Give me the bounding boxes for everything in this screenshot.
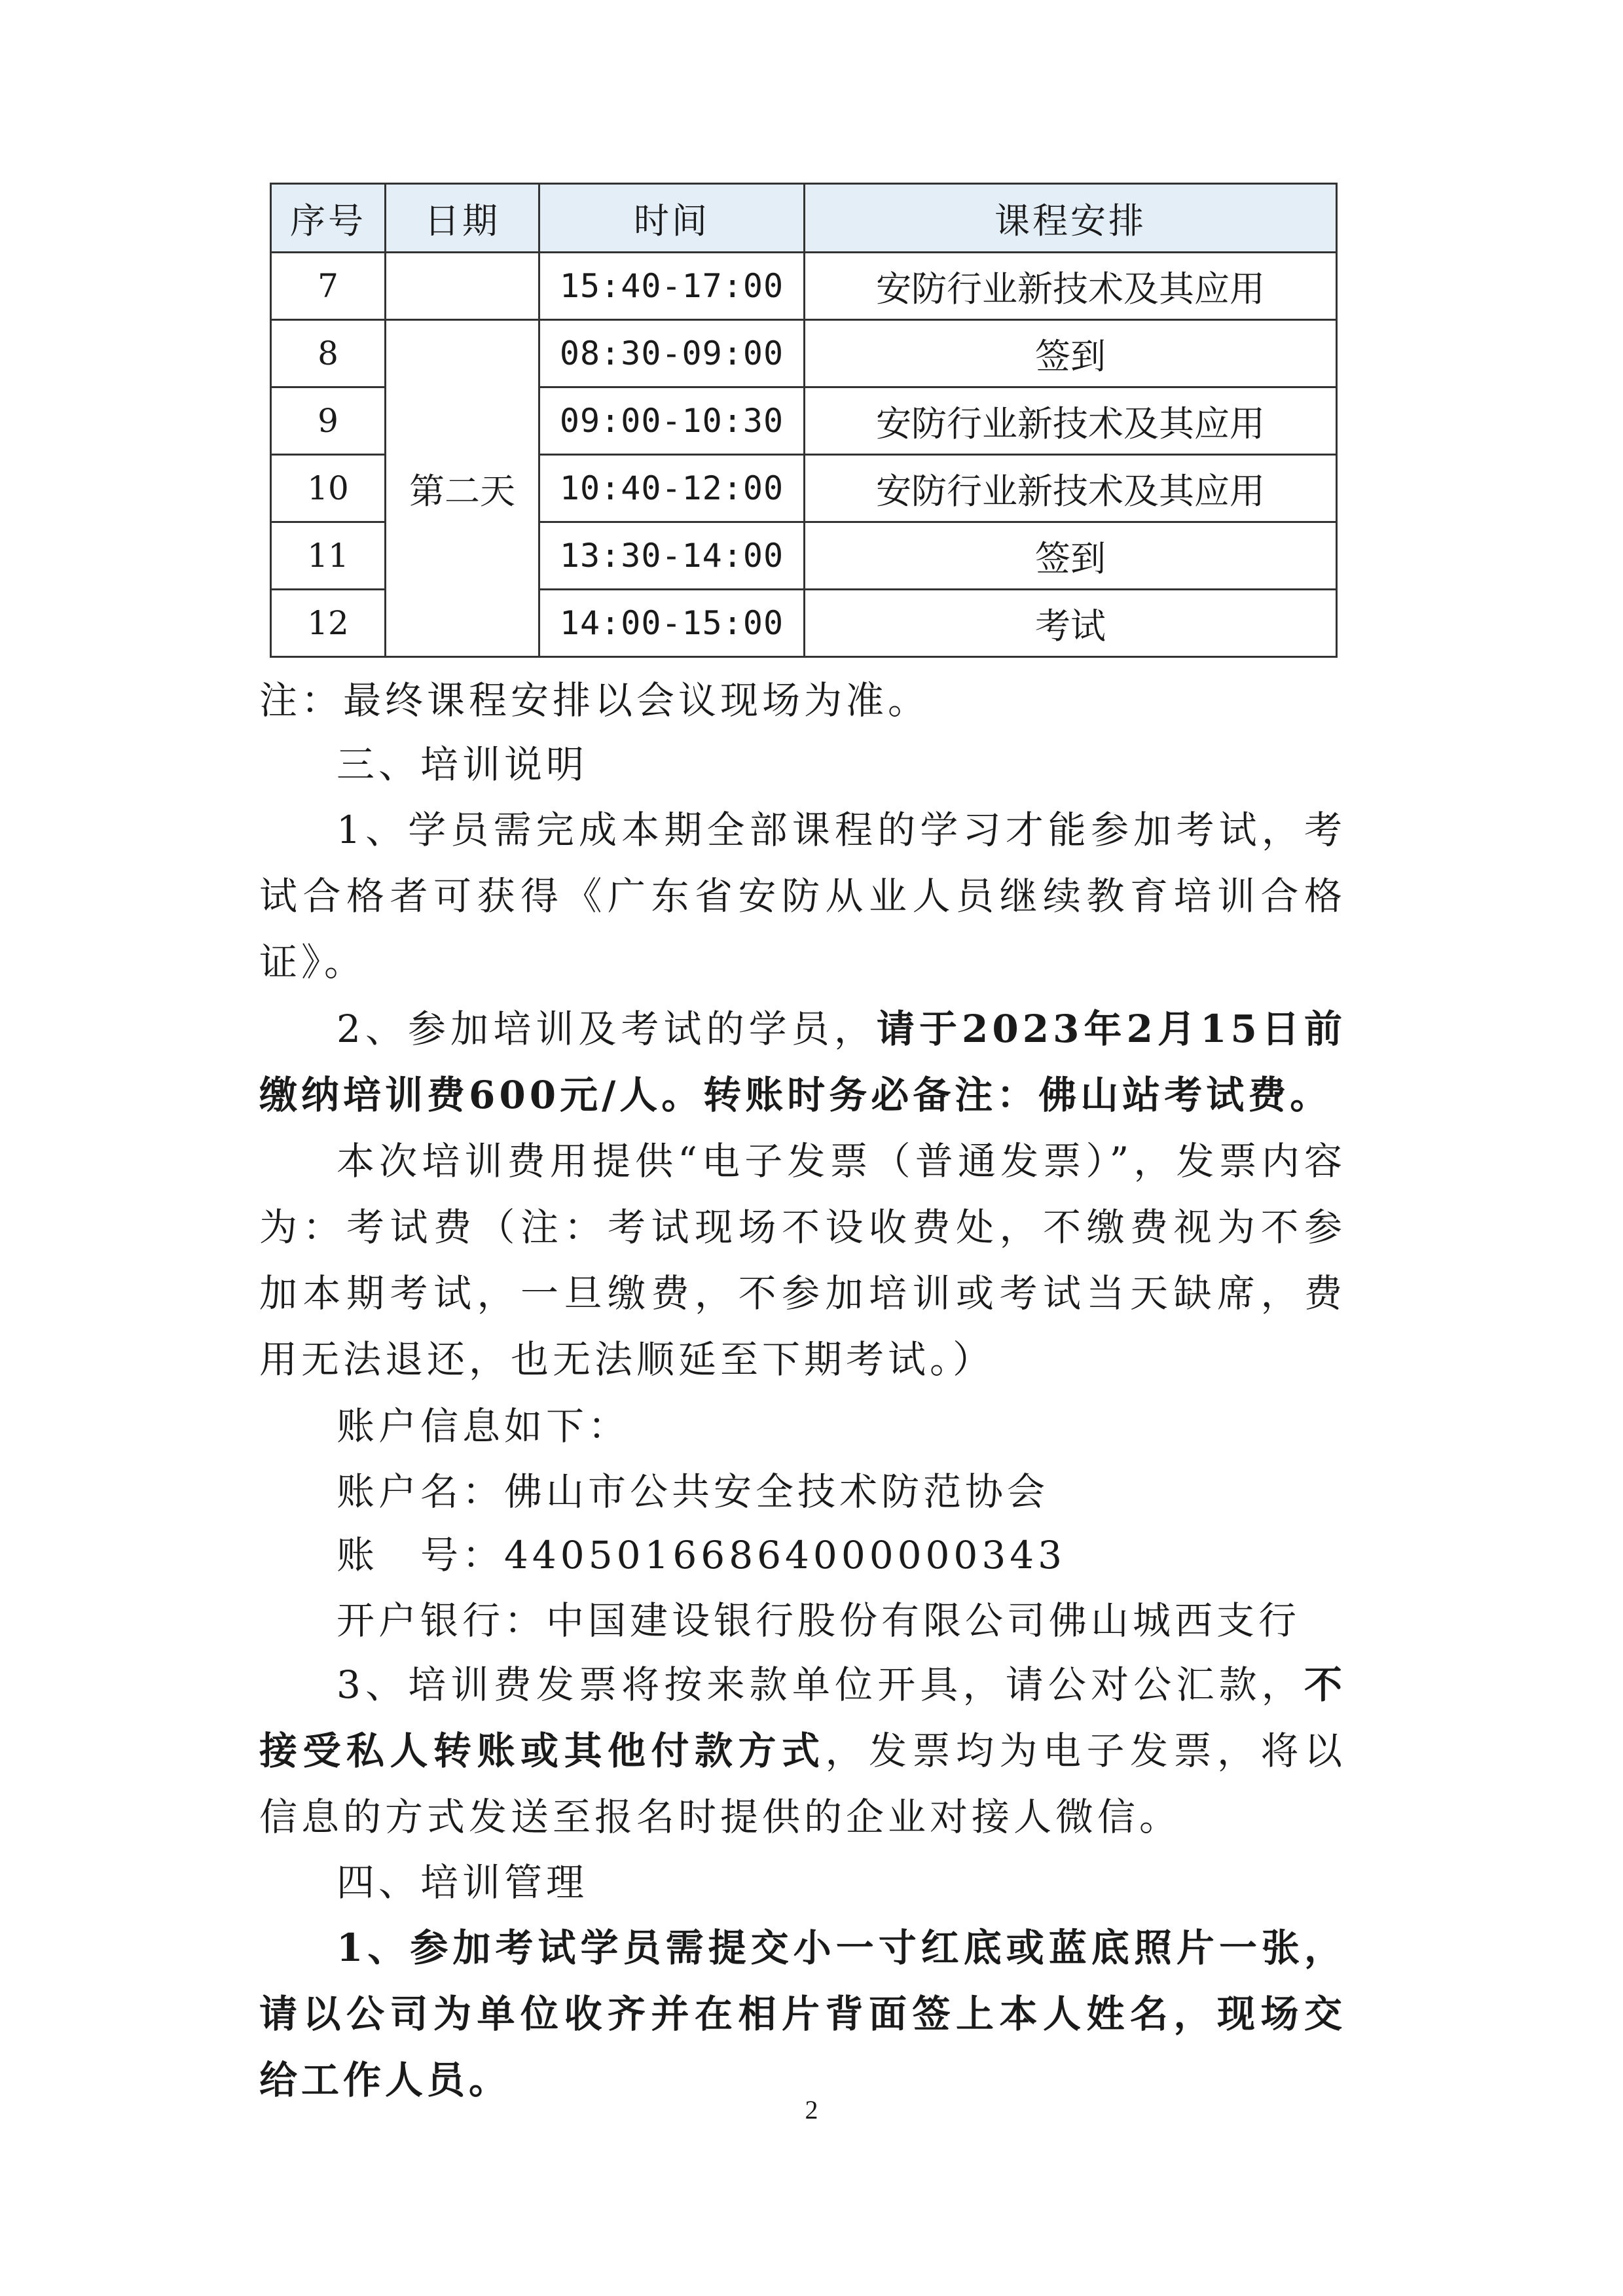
account-number: 账 号：44050166864000000343: [337, 1533, 1067, 1577]
row-no: 12: [271, 590, 386, 657]
schedule-note: 注：最终课程安排以会议现场为准。: [259, 678, 930, 723]
account-name: 账户名：佛山市公共安全技术防范协会: [337, 1469, 1049, 1514]
row-no: 11: [271, 522, 386, 590]
course-schedule-table: [270, 183, 1338, 658]
row-date: [386, 253, 539, 320]
row-time: 13:30-14:00: [539, 522, 805, 590]
row-time: 14:00-15:00: [539, 590, 805, 657]
header-date: 日期: [386, 184, 539, 253]
row-course: 考试: [805, 590, 1337, 657]
row-time: 10:40-12:00: [539, 455, 805, 522]
section3-item1: 1、学员需完成本期全部课程的学习才能参加考试，考试合格者可获得《广东省安防从业人员继续教育培训合格证》。: [259, 808, 1346, 984]
item3-suffix: ，发票均为电子发票，将以信息的方式发送至报名时提供的企业对接人微信。: [259, 1729, 1346, 1839]
row-course: 签到: [805, 522, 1337, 590]
section4-item1: 1、参加考试学员需提交小一寸红底或蓝底照片一张，请以公司为单位收齐并在相片背面签上本人姓名，现场交给工作人员。: [259, 1926, 1346, 2102]
invoice-paragraph: 本次培训费用提供“电子发票（普通发票）”，发票内容为：考试费（注：考试现场不设收费处，不缴费视为不参加本期考试，一旦缴费，不参加培训或考试当天缺席，费用无法退还，也无法顺延至下期考试。）: [259, 1139, 1346, 1382]
row-time: 08:30-09:00: [539, 320, 805, 387]
row-course: 签到: [805, 320, 1337, 387]
table-row: [271, 320, 1337, 387]
bank-name: 开户银行：中国建设银行股份有限公司佛山城西支行: [337, 1598, 1301, 1643]
item3-bold: 不接受私人转账或其他付款方式: [259, 1662, 1346, 1773]
row-course: 安防行业新技术及其应用: [805, 387, 1337, 455]
row-date-merged: 第二天: [386, 320, 539, 657]
section3-item3: [259, 1652, 1346, 1850]
item2-bold: 请于2023年2月15日前缴纳培训费600元/人。转账时务必备注：佛山站考试费。: [259, 1007, 1346, 1117]
item2-prefix: 2、参加培训及考试的学员，: [337, 1007, 877, 1051]
header-time: 时间: [539, 184, 805, 253]
row-course: 安防行业新技术及其应用: [805, 455, 1337, 522]
row-no: 9: [271, 387, 386, 455]
header-course: 课程安排: [805, 184, 1337, 253]
section4-title: 四、培训管理: [337, 1860, 589, 1905]
row-no: 10: [271, 455, 386, 522]
section3-item2: [259, 996, 1346, 1128]
row-time: 15:40-17:00: [539, 253, 805, 320]
row-no: 7: [271, 253, 386, 320]
row-time: 09:00-10:30: [539, 387, 805, 455]
page-number: 2: [805, 2095, 818, 2125]
header-no: 序号: [271, 184, 386, 253]
section3-title: 三、培训说明: [337, 742, 589, 787]
account-intro: 账户信息如下：: [337, 1404, 630, 1448]
table-row: [271, 253, 1337, 320]
row-course: 安防行业新技术及其应用: [805, 253, 1337, 320]
table-header-row: [271, 184, 1337, 253]
item3-prefix: 3、培训费发票将按来款单位开具，请公对公汇款，: [337, 1662, 1304, 1707]
row-no: 8: [271, 320, 386, 387]
